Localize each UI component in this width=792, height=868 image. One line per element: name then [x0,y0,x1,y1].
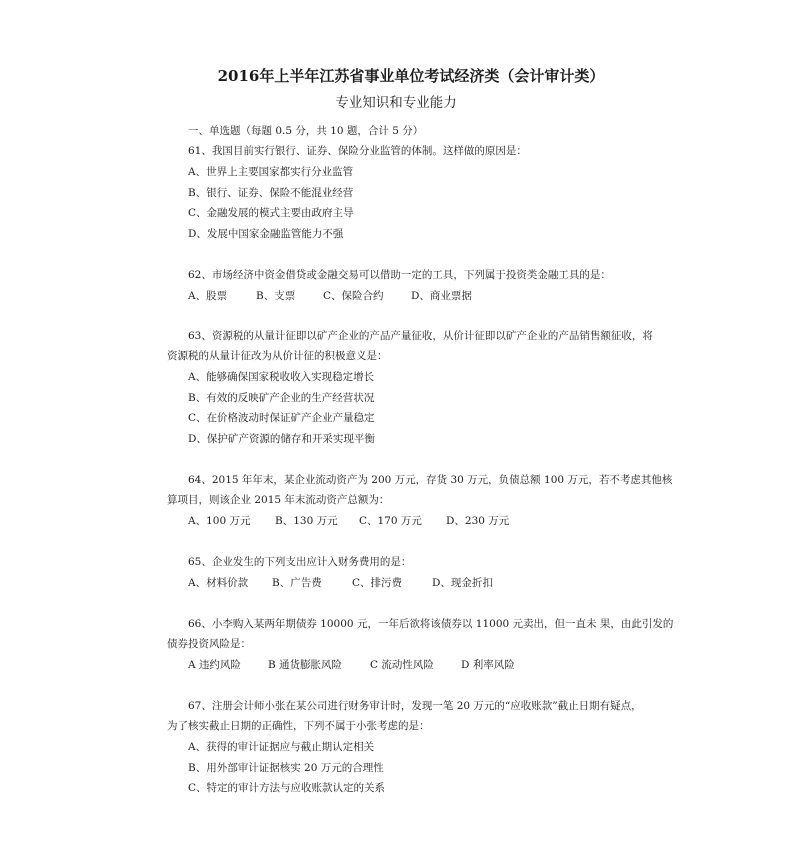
section-heading: 一、单选题（每题 0.5 分，共 10 题，合计 5 分） [188,125,424,137]
question-62-option-c: C、保险合约 [323,290,384,302]
question-61-option-c: C、金融发展的模式主要由政府主导 [188,207,354,219]
question-66-stem-line2: 债券投资风险是： [167,638,251,650]
question-62-stem: 62、市场经济中资金借贷或金融交易可以借助一定的工具，下列属于投资类金融工具的是： [188,269,611,281]
question-64-stem-line2: 算项目，则该企业 2015 年末流动资产总额为： [167,494,390,506]
question-66-option-c: C 流动性风险 [370,659,434,671]
question-67-stem-line2: 为了核实截止日期的正确性，下列不属于小张考虑的是： [167,720,430,732]
question-63-stem-line1: 63、资源税的从量计征即以矿产企业的产品产量征收，从价计征即以矿产企业的产品销售额征收，将 [188,330,653,342]
question-63-option-b: B、有效的反映矿产企业的生产经营状况 [188,392,375,404]
question-62-option-a: A、股票 [188,290,228,302]
question-67-stem-line1: 67、注册会计师小张在某公司进行财务审计时，发现一笔 20 万元的“应收账款”截止日期有疑点， [188,700,642,712]
question-66-option-a: A 违约风险 [188,659,241,671]
question-65-option-a: A、材料价款 [188,577,249,589]
question-64-option-a: A、100 万元 [188,515,251,527]
question-63-option-a: A、能够确保国家税收收入实现稳定增长 [188,371,375,383]
question-67-option-c: C、特定的审计方法与应收账款认定的关系 [188,782,386,794]
question-61-option-b: B、银行、证券、保险不能混业经营 [188,187,354,199]
question-62-option-d: D、商业票据 [411,290,472,302]
question-66-option-b: B 通货膨胀风险 [268,659,343,671]
question-67-option-b: B、用外部审计证据核实 20 万元的合理性 [188,762,384,774]
question-61-option-a: A、世界上主要国家都实行分业监管 [188,166,354,178]
question-65-option-d: D、现金折扣 [432,577,493,589]
question-66-option-d: D 利率风险 [461,659,515,671]
question-63-option-c: C、在价格波动时保证矿产企业产量稳定 [188,412,375,424]
document-title: 2016年上半年江苏省事业单位考试经济类（会计审计类） [217,67,605,85]
question-65-stem: 65、企业发生的下列支出应计入财务费用的是： [188,556,412,568]
question-63-option-d: D、保护矿产资源的储存和开采实现平衡 [188,433,375,445]
question-66-stem-line1: 66、小李购入某两年期债券 10000 元，一年后欲将该债券以 11000 元卖出，但一直未 果，由此引发的 [188,618,674,630]
document-subtitle: 专业知识和专业能力 [335,95,457,111]
question-64-stem-line1: 64、2015 年年末，某企业流动资产为 200 万元，存货 30 万元，负债总额 100 万元，若不考虑其他核 [188,474,673,486]
question-64-option-c: C、170 万元 [359,515,422,527]
question-65-option-b: B、广告费 [272,577,322,589]
question-62-option-b: B、支票 [256,290,296,302]
question-63-stem-line2: 资源税的从量计征改为从价计征的积极意义是： [167,350,388,362]
question-64-option-d: D、230 万元 [446,515,510,527]
question-64-option-b: B、130 万元 [275,515,338,527]
question-65-option-c: C、排污费 [352,577,403,589]
question-67-option-a: A、获得的审计证据应与截止期认定相关 [188,741,375,753]
question-61-stem: 61、我国目前实行银行、证券、保险分业监管的体制。这样做的原因是： [188,145,527,157]
question-61-option-d: D、发展中国家金融监管能力不强 [188,228,344,240]
